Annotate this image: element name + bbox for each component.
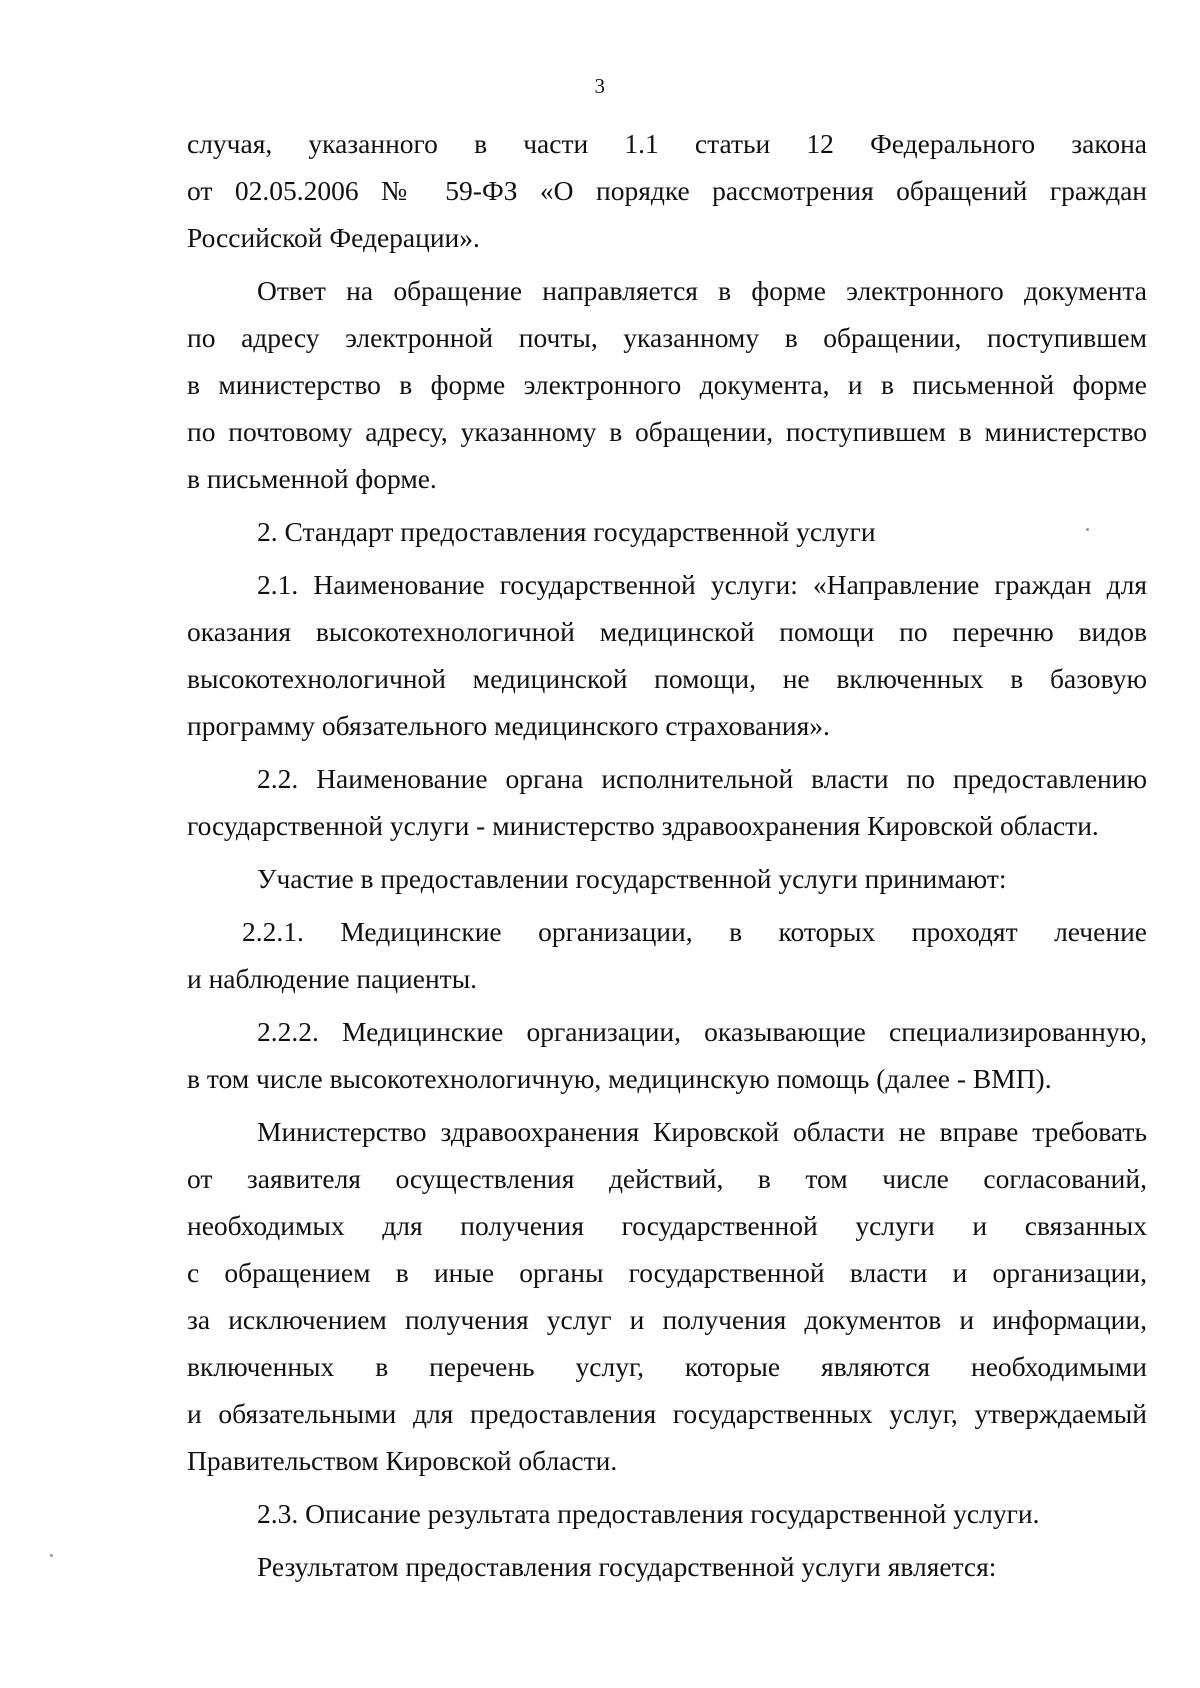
paragraph-first-line: Результатом предоставления государственной услуги является: <box>257 1551 997 1582</box>
text-line: в письменной форме. <box>187 463 437 494</box>
text-line: за исключением получения услуг и получения документов и информации, <box>187 1304 1147 1335</box>
page-number: 3 <box>594 74 606 98</box>
paragraph-first-line: 2.2.2. Медицинские организации, оказывающие специализированную, <box>257 1016 1147 1047</box>
paragraph-first-line: 2.1. Наименование государственной услуги: «Направление граждан для <box>257 569 1147 600</box>
text-line: и обязательными для предоставления государственных услуг, утверждаемый <box>187 1398 1147 1429</box>
paragraph-first-line: Министерство здравоохранения Кировской области не вправе требовать <box>257 1116 1147 1147</box>
text-line: в министерство в форме электронного документа, и в письменной форме <box>187 369 1147 400</box>
text-line: и наблюдение пациенты. <box>187 963 478 994</box>
text-line: Российской Федерации». <box>187 222 480 253</box>
paragraph-first-line: Ответ на обращение направляется в форме электронного документа <box>257 275 1147 306</box>
text-line: по почтовому адресу, указанному в обращении, поступившем в министерство <box>187 416 1147 447</box>
text-line: включенных в перечень услуг, которые являются необходимыми <box>187 1351 1147 1382</box>
document-body <box>187 120 1147 1590</box>
scan-speck <box>50 1554 53 1557</box>
text-line: государственной услуги - министерство здравоохранения Кировской области. <box>187 810 1099 841</box>
text-line: оказания высокотехнологичной медицинской помощи по перечню видов <box>187 616 1147 647</box>
text-line: в том числе высокотехнологичную, медицинскую помощь (далее - ВМП). <box>187 1063 1052 1094</box>
text-line: случая, указанного в части 1.1 статьи 12 Федерального закона <box>187 128 1147 159</box>
text-line: Правительством Кировской области. <box>187 1445 618 1476</box>
scan-speck <box>1086 528 1089 531</box>
paragraph-first-line: 2.3. Описание результата предоставления государственной услуги. <box>257 1498 1040 1529</box>
section-heading: 2. Стандарт предоставления государственной услуги <box>257 516 876 547</box>
paragraph-first-line: 2.2. Наименование органа исполнительной власти по предоставлению <box>257 763 1147 794</box>
text-line: по адресу электронной почты, указанному в обращении, поступившем <box>187 322 1147 353</box>
text-line: программу обязательного медицинского страхования». <box>187 710 830 741</box>
text-line: с обращением в иные органы государственной власти и организации, <box>187 1257 1147 1288</box>
text-line: от 02.05.2006 № 59-ФЗ «О порядке рассмотрения обращений граждан <box>187 175 1147 206</box>
text-line: от заявителя осуществления действий, в том числе согласований, <box>187 1163 1147 1194</box>
paragraph-first-line: 2.2.1. Медицинские организации, в которых проходят лечение <box>242 916 1147 947</box>
text-line: необходимых для получения государственной услуги и связанных <box>187 1210 1147 1241</box>
text-line: высокотехнологичной медицинской помощи, не включенных в базовую <box>187 663 1147 694</box>
paragraph-first-line: Участие в предоставлении государственной услуги принимают: <box>257 863 1007 894</box>
